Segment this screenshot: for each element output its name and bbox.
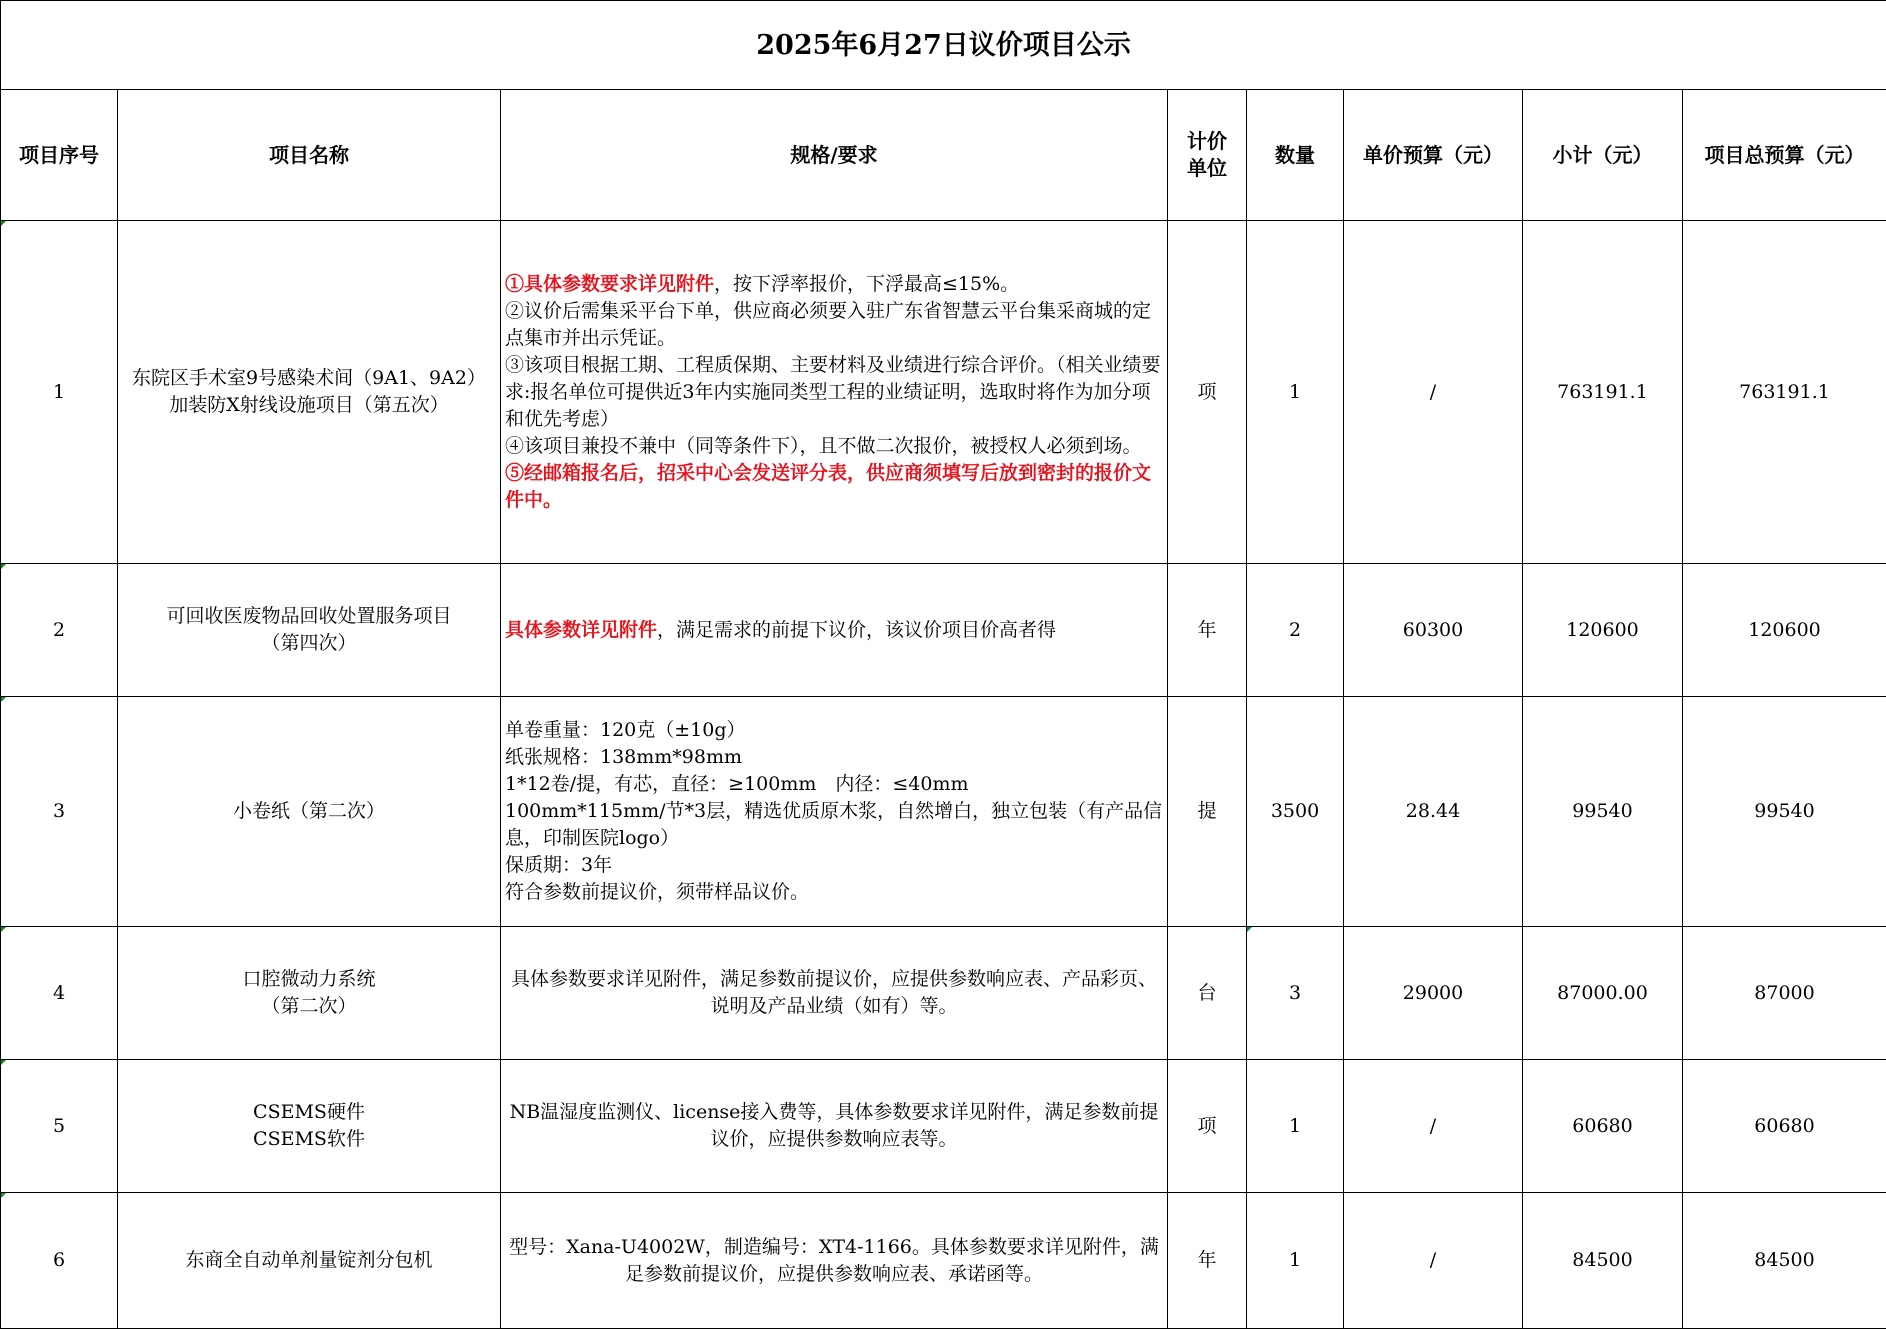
header-qty: 数量 [1247, 90, 1344, 221]
header-price: 单价预算（元） [1344, 90, 1523, 221]
row-seq [1, 564, 118, 697]
row-total: 60680 [1683, 1060, 1886, 1193]
row-unit: 提 [1168, 697, 1247, 927]
row-qty: 3500 [1247, 697, 1344, 927]
spec-text: 单卷重量：120克（±10g） [505, 717, 1163, 744]
header-row [1, 90, 1886, 221]
spec-text: 保质期：3年 [505, 852, 1163, 879]
row-subtotal: 763191.1 [1523, 221, 1683, 564]
row-name: 东商全自动单剂量锭剂分包机 [118, 1193, 501, 1329]
row-name: 可回收医废物品回收处置服务项目（第四次） [118, 564, 501, 697]
row-total: 84500 [1683, 1193, 1886, 1329]
row-spec [501, 221, 1168, 564]
row-total: 763191.1 [1683, 221, 1886, 564]
row-total: 87000 [1683, 927, 1886, 1060]
row-subtotal: 87000.00 [1523, 927, 1683, 1060]
row-name-line: CSEMS硬件 [121, 1099, 497, 1126]
row-subtotal: 84500 [1523, 1193, 1683, 1329]
row-unit: 项 [1168, 221, 1247, 564]
row-seq-value: 6 [53, 1249, 65, 1271]
row-subtotal: 120600 [1523, 564, 1683, 697]
spec-highlight: ⑤经邮箱报名后，招采中心会发送评分表，供应商须填写后放到密封的报价文件中。 [505, 460, 1163, 514]
table-row [1, 697, 1886, 927]
header-unit: 计价单位 [1168, 90, 1247, 221]
table-row [1, 564, 1886, 697]
header-subtotal: 小计（元） [1523, 90, 1683, 221]
table-row [1, 927, 1886, 1060]
header-spec: 规格/要求 [501, 90, 1168, 221]
row-name-line: （第二次） [121, 993, 497, 1020]
row-name [118, 927, 501, 1060]
spec-text: 纸张规格：138mm*98mm [505, 744, 1163, 771]
header-total: 项目总预算（元） [1683, 90, 1886, 221]
row-seq [1, 221, 118, 564]
spec-text: 1*12卷/提，有芯，直径：≥100mm 内径：≤40mm [505, 771, 1163, 798]
table-row [1, 1060, 1886, 1193]
spec-highlight: 具体参数详见附件 [505, 619, 657, 641]
row-name-line: 口腔微动力系统 [121, 966, 497, 993]
row-qty: 1 [1247, 1193, 1344, 1329]
row-seq [1, 697, 118, 927]
table-row [1, 221, 1886, 564]
row-total: 99540 [1683, 697, 1886, 927]
row-seq-value: 4 [53, 982, 65, 1004]
row-spec [501, 697, 1168, 927]
spec-text: ，满足需求的前提下议价，该议价项目价高者得 [657, 619, 1056, 641]
row-seq-value: 3 [53, 800, 65, 822]
row-seq-value: 2 [53, 619, 65, 641]
row-spec: NB温湿度监测仪、license接入费等，具体参数要求详见附件，满足参数前提议价，应提供参数响应表等。 [501, 1060, 1168, 1193]
header-seq: 项目序号 [1, 90, 118, 221]
row-unit: 年 [1168, 1193, 1247, 1329]
row-price: 29000 [1344, 927, 1523, 1060]
spec-text: ，按下浮率报价，下浮最高≤15%。 [714, 273, 1019, 295]
row-subtotal: 99540 [1523, 697, 1683, 927]
row-spec: 型号：Xana-U4002W，制造编号：XT4-1166。具体参数要求详见附件，满足参数前提议价，应提供参数响应表、承诺函等。 [501, 1193, 1168, 1329]
row-price: / [1344, 221, 1523, 564]
row-seq [1, 1060, 118, 1193]
page-title: 2025年6月27日议价项目公示 [1, 1, 1886, 90]
spec-highlight: ①具体参数要求详见附件 [505, 273, 714, 295]
spec-text: ②议价后需集采平台下单，供应商必须要入驻广东省智慧云平台集采商城的定点集市并出示凭证。 [505, 298, 1163, 352]
row-price: / [1344, 1193, 1523, 1329]
row-qty-value: 3 [1289, 982, 1301, 1004]
table-row [1, 1193, 1886, 1329]
row-qty [1247, 927, 1344, 1060]
row-seq-value: 5 [53, 1115, 65, 1137]
row-unit: 项 [1168, 1060, 1247, 1193]
spec-text: 100mm*115mm/节*3层，精选优质原木浆，自然增白，独立包装（有产品信息，印制医院logo） [505, 798, 1163, 852]
row-unit: 台 [1168, 927, 1247, 1060]
row-price: 28.44 [1344, 697, 1523, 927]
row-unit: 年 [1168, 564, 1247, 697]
row-subtotal: 60680 [1523, 1060, 1683, 1193]
row-qty: 1 [1247, 1060, 1344, 1193]
row-name [118, 1060, 501, 1193]
row-seq [1, 1193, 118, 1329]
header-name: 项目名称 [118, 90, 501, 221]
row-spec: 具体参数要求详见附件，满足参数前提议价，应提供参数响应表、产品彩页、说明及产品业绩（如有）等。 [501, 927, 1168, 1060]
row-spec [501, 564, 1168, 697]
row-name-line: CSEMS软件 [121, 1126, 497, 1153]
row-seq [1, 927, 118, 1060]
row-price: / [1344, 1060, 1523, 1193]
spec-text: 符合参数前提议价，须带样品议价。 [505, 879, 1163, 906]
row-price: 60300 [1344, 564, 1523, 697]
row-qty: 1 [1247, 221, 1344, 564]
row-qty: 2 [1247, 564, 1344, 697]
row-total: 120600 [1683, 564, 1886, 697]
spec-text: ③该项目根据工期、工程质保期、主要材料及业绩进行综合评价。（相关业绩要求:报名单位可提供近3年内实施同类型工程的业绩证明，选取时将作为加分项和优先考虑） [505, 352, 1163, 433]
row-seq-value: 1 [53, 381, 65, 403]
row-name: 东院区手术室9号感染术间（9A1、9A2）加装防X射线设施项目（第五次） [118, 221, 501, 564]
row-name: 小卷纸（第二次） [118, 697, 501, 927]
spec-text: ④该项目兼投不兼中（同等条件下），且不做二次报价，被授权人必须到场。 [505, 433, 1163, 460]
